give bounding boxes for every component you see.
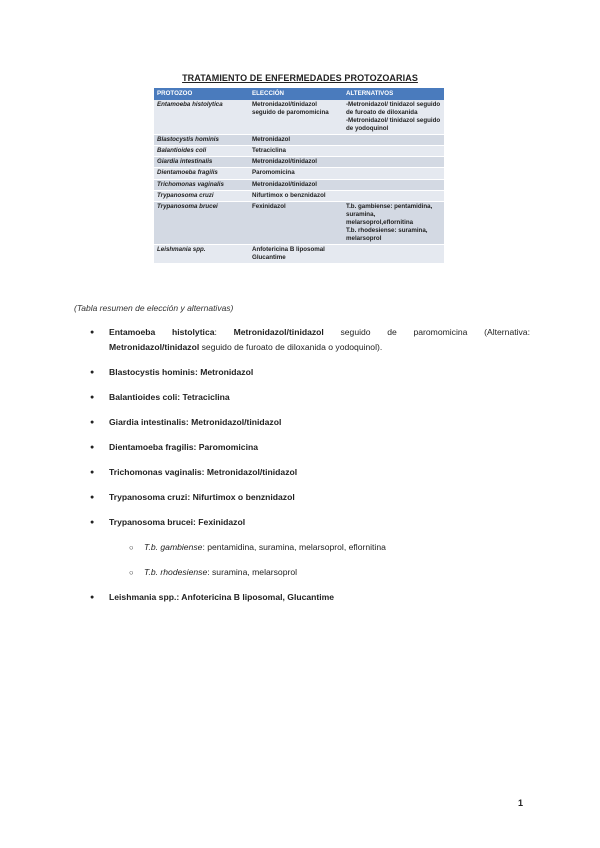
cell-alternativos	[343, 157, 444, 168]
table-row	[154, 135, 444, 146]
cell-protozoo: Trichomonas vaginalis	[154, 179, 249, 190]
list-text: Trichomonas vaginalis: Metronidazol/tinidazol	[109, 467, 298, 477]
cell-alternativos	[343, 179, 444, 190]
cell-alternativos	[343, 146, 444, 157]
cell-alternativos	[343, 190, 444, 201]
cell-eleccion: Tetraciclina	[249, 146, 343, 157]
sublist-item	[109, 540, 530, 555]
list-text: seguido de paromomicina (Alternativa:	[323, 327, 530, 337]
cell-protozoo: Giardia intestinalis	[154, 157, 249, 168]
cell-eleccion: Nifurtimox o benznidazol	[249, 190, 343, 201]
table-row	[154, 168, 444, 179]
protozoo-name: Entamoeba histolytica	[109, 327, 215, 337]
table-row	[154, 157, 444, 168]
table-row	[154, 244, 444, 263]
list-text: Giardia intestinalis: Metronidazol/tinidazol	[109, 417, 282, 427]
list-item	[90, 465, 530, 480]
list-text: Trypanosoma cruzi: Nifurtimox o benznidazol	[109, 492, 295, 502]
cell-eleccion: Metronidazol	[249, 135, 343, 146]
header-alternativos: ALTERNATIVOS	[343, 88, 444, 100]
header-protozoo: PROTOZOO	[154, 88, 249, 100]
list-item	[90, 365, 530, 380]
list-item	[90, 515, 530, 580]
table-body	[154, 100, 444, 264]
list-item	[90, 590, 530, 605]
list-text: Trypanosoma brucei: Fexinidazol	[109, 517, 246, 527]
list-text: Leishmania spp.: Anfotericina B liposomal, Glucantime	[109, 592, 335, 602]
subspecies-name: T.b. gambiense	[144, 542, 203, 552]
table-header-row	[154, 88, 444, 100]
sublist	[109, 540, 530, 580]
cell-alternativos: -Metronidazol/ tinidazol seguido de furoato de diloxanida -Metronidazol/ tinidazol seguido de yodoquinol	[343, 100, 444, 135]
cell-alternativos	[343, 244, 444, 263]
list-text: seguido de furoato de diloxanida o yodoquinol).	[199, 342, 383, 352]
cell-eleccion: Paromomicina	[249, 168, 343, 179]
drug-name: Metronidazol/tinidazol	[109, 342, 200, 352]
sublist-text: : suramina, melarsoprol	[207, 567, 298, 577]
treatment-list	[90, 325, 530, 615]
list-item	[90, 490, 530, 505]
sublist-item	[109, 565, 530, 580]
list-item	[90, 325, 530, 355]
table-row	[154, 100, 444, 135]
cell-protozoo: Balantioides coli	[154, 146, 249, 157]
cell-alternativos	[343, 135, 444, 146]
sublist-text: : pentamidina, suramina, melarsoprol, eflornitina	[202, 542, 386, 552]
list-item	[90, 415, 530, 430]
list-text: Dientamoeba fragilis: Paromomicina	[109, 442, 258, 452]
drug-name: Metronidazol/tinidazol	[233, 327, 324, 337]
list-text: Blastocystis hominis: Metronidazol	[109, 367, 254, 377]
cell-eleccion: Fexinidazol	[249, 201, 343, 244]
treatment-table	[154, 88, 444, 264]
cell-protozoo: Entamoeba histolytica	[154, 100, 249, 135]
cell-eleccion: Anfotericina B liposomal Glucantime	[249, 244, 343, 263]
cell-protozoo: Trypanosoma brucei	[154, 201, 249, 244]
list-text: Balantioides coli: Tetraciclina	[109, 392, 230, 402]
table-row	[154, 190, 444, 201]
table-row	[154, 201, 444, 244]
subspecies-name: T.b. rhodesiense	[144, 567, 208, 577]
cell-alternativos: T.b. gambiense: pentamidina, suramina, melarsoprol,eflornitina T.b. rhodesiense: suramina, melarsoprol	[343, 201, 444, 244]
list-item	[90, 390, 530, 405]
table-row	[154, 146, 444, 157]
cell-protozoo: Blastocystis hominis	[154, 135, 249, 146]
separator: :	[214, 327, 234, 337]
page-number: 1	[518, 798, 524, 808]
cell-eleccion: Metronidazol/tinidazol	[249, 157, 343, 168]
cell-alternativos	[343, 168, 444, 179]
header-eleccion: ELECCIÓN	[249, 88, 343, 100]
cell-protozoo: Leishmania spp.	[154, 244, 249, 263]
cell-protozoo: Trypanosoma cruzi	[154, 190, 249, 201]
cell-eleccion: Metronidazol/tinidazol seguido de paromomicina	[249, 100, 343, 135]
table-row	[154, 179, 444, 190]
table-title: TRATAMIENTO DE ENFERMEDADES PROTOZOARIAS	[182, 73, 418, 83]
table-caption: (Tabla resumen de elección y alternativas)	[74, 303, 234, 313]
cell-eleccion: Metronidazol/tinidazol	[249, 179, 343, 190]
list-item	[90, 440, 530, 455]
cell-protozoo: Dientamoeba fragilis	[154, 168, 249, 179]
